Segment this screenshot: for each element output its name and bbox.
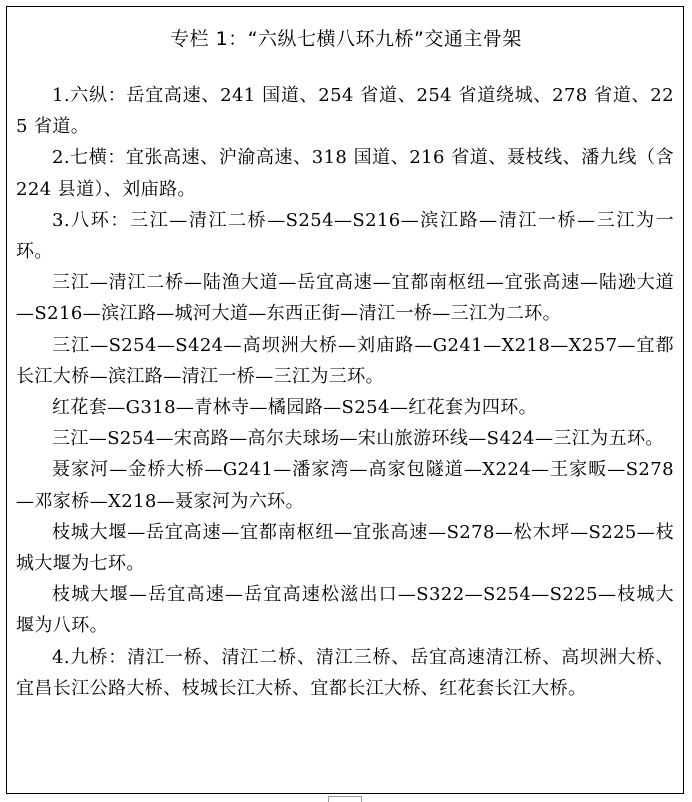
paragraph-ring-8: 枝城大堰—岳宜高速—岳宜高速松滋出口—S322—S254—S225—枝城大堰为八环。 bbox=[16, 584, 674, 637]
paragraph-nine-bridges: 4.九桥：清江一桥、清江二桥、清江三桥、岳宜高速清江桥、高坝洲大桥、宜昌长江公路大桥、枝城长江大桥、宜都长江大桥、红花套长江大桥。 bbox=[16, 646, 674, 699]
paragraph-ring-2: 三江—清江二桥—陆渔大道—岳宜高速—宜都南枢纽—宜张高速—陆逊大道—S216—滨江路—城河大道—东西正街—清江一桥—三江为二环。 bbox=[16, 272, 674, 325]
paragraph-ring-7: 枝城大堰—岳宜高速—宜都南枢纽—宜张高速—S278—松木坪—S225—枝城大堰为七环。 bbox=[16, 521, 674, 575]
paragraph-six-vertical: 1.六纵：岳宜高速、241 国道、254 省道、254 省道绕城、278 省道、225 省道。 bbox=[16, 85, 674, 138]
paragraph-ring-1: 3.八环：三江—清江二桥—S254—S216—滨江路—清江一桥—三江为一环。 bbox=[16, 209, 674, 263]
paragraph-seven-horizontal: 2.七横：宜张高速、沪渝高速、318 国道、216 省道、聂枝线、潘九线（含 224 县道）、刘庙路。 bbox=[16, 147, 674, 200]
paragraph-ring-3: 三江—S254—S424—高坝洲大桥—刘庙路—G241—X218—X257—宜都长江大桥—滨江路—清江一桥—三江为三环。 bbox=[16, 334, 674, 387]
paragraph-ring-6: 聂家河—金桥大桥—G241—潘家湾—高家包隧道—X224—王家畈—S278—邓家桥—X218—聂家河为六环。 bbox=[16, 459, 674, 512]
paragraph-ring-4: 红花套—G318—青林寺—橘园路—S254—红花套为四环。 bbox=[52, 397, 538, 419]
paragraph-ring-5: 三江—S254—宋高路—高尔夫球场—宋山旅游环线—S424—三江为五环。 bbox=[52, 428, 664, 450]
bottom-edge-mark bbox=[328, 796, 362, 802]
column-title: 专栏 1：“六纵七横八环九桥”交通主骨架 bbox=[170, 28, 522, 50]
column-body bbox=[16, 80, 674, 704]
